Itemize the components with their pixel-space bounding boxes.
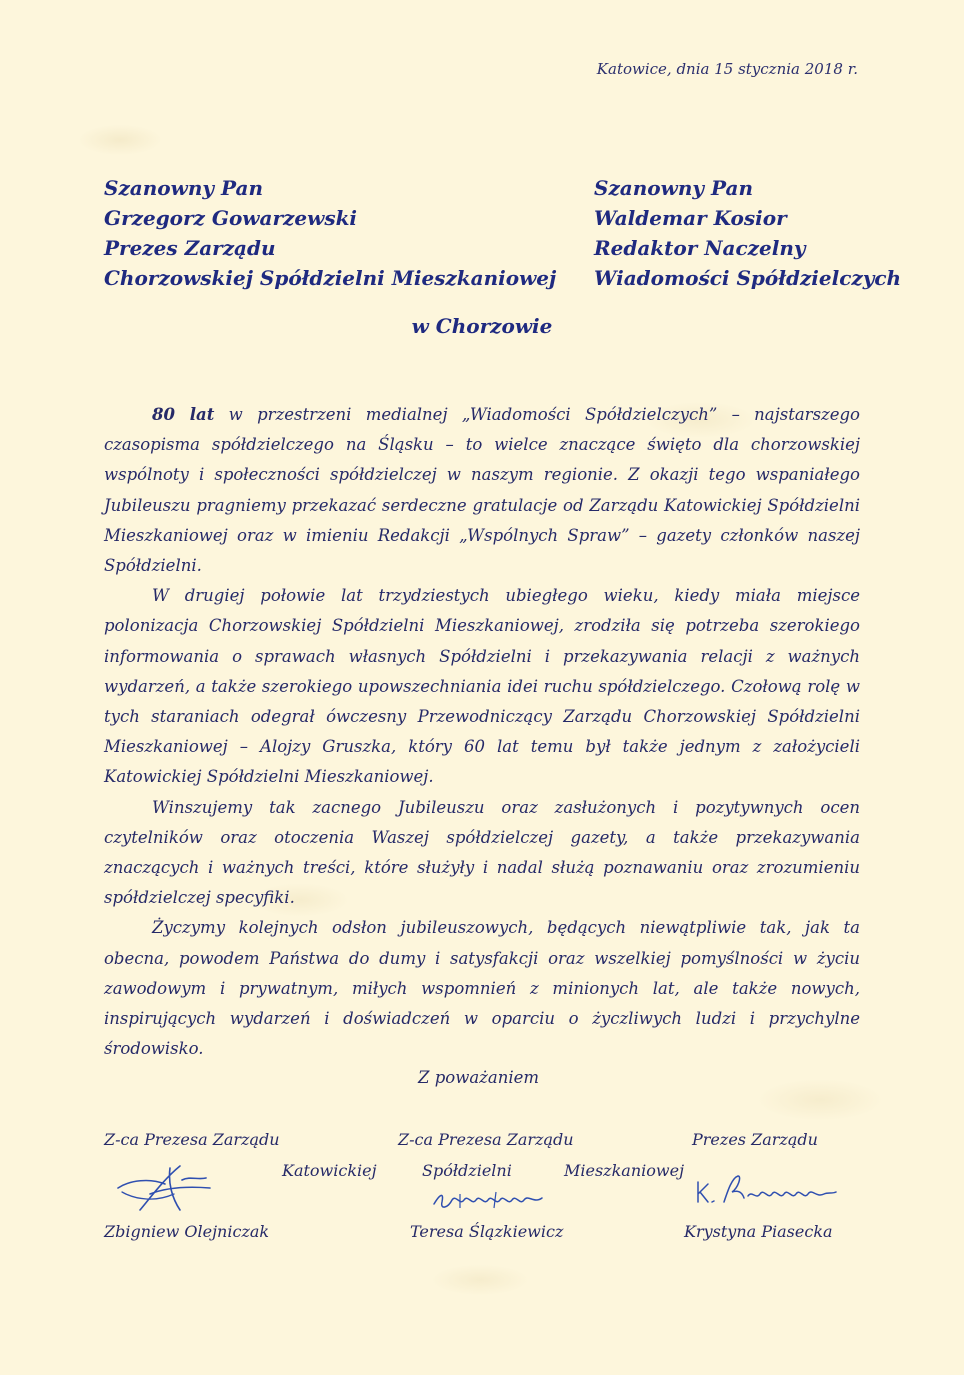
signature-olejniczak (110, 1158, 220, 1218)
recipient-left (104, 173, 556, 293)
signature-slazkiewicz (430, 1186, 550, 1216)
recipient-city: w Chorzowie (411, 314, 553, 338)
paragraph-4: Życzymy kolejnych odsłon jubileuszowych, będących niewątpliwie tak, jak ta obecna, powodem Państwa do dumy i satysfakcji oraz wszelkiej pomyślności w życiu zawodowym i prywatnym, miłych wspomnień z minionych lat, ale także nowych, inspirujących wydarzeń i doświadczeń w oparciu o życzliwych ludzi i przychylne środowisko. (104, 918, 860, 1059)
signatory-1-name: Zbigniew Olejniczak (104, 1222, 270, 1241)
recipient-right-salutation: Szanowny Pan (594, 176, 753, 200)
signatory-3-title: Prezes Zarządu (692, 1130, 818, 1149)
letter-body (104, 400, 860, 1064)
paragraph-3: Winszujemy tak zacnego Jubileuszu oraz zasłużonych i pozytywnych ocen czytelników oraz otoczenia Waszej spółdzielczej gazety, a także przekazywania znaczących i ważnych treści, które służyły i nadal służą poznawaniu oraz zrozumieniu spółdzielczej specyfiki. (104, 797, 860, 908)
recipient-right (594, 173, 901, 293)
recipient-right-position: Redaktor Naczelny (594, 236, 806, 260)
signatory-2-title: Z-ca Prezesa Zarządu (398, 1130, 574, 1149)
signatory-1-title: Z-ca Prezesa Zarządu (104, 1130, 280, 1149)
signature-piasecka (692, 1172, 842, 1212)
closing-regards: Z poważaniem (418, 1068, 540, 1087)
organization-word-2: Spółdzielni (422, 1161, 512, 1180)
paragraph-1 (104, 400, 860, 581)
signatory-2-name: Teresa Ślązkiewicz (410, 1222, 564, 1241)
recipient-left-position: Prezes Zarządu (104, 236, 276, 260)
recipient-right-organization: Wiadomości Spółdzielczych (594, 266, 902, 290)
organization-word-3: Mieszkaniowej (564, 1161, 685, 1180)
paragraph-1-lead: 80 lat (152, 405, 215, 424)
recipient-left-organization: Chorzowskiej Spółdzielni Mieszkaniowej (104, 266, 557, 290)
paragraph-1-text: w przestrzeni medialnej „Wiadomości Spółdzielczych” – najstarszego czasopisma spółdzielczego na Śląsku – to wielce znaczące święto dla chorzowskiej wspólnoty i społeczności spółdzielczej w naszym regionie. Z okazji tego wspaniałego Jubileuszu pragniemy przekazać serdeczne gratulacje od Zarządu Katowickiej Spółdzielni Mieszkaniowej oraz w imieniu Redakcji „Wspólnych Spraw” – gazety członków naszej Spółdzielni. (104, 405, 860, 576)
paragraph-2: W drugiej połowie lat trzydziestych ubiegłego wieku, kiedy miała miejsce polonizacja Chorzowskiej Spółdzielni Mieszkaniowej, zrodziła się potrzeba szerokiego informowania o sprawach własnych Spółdzielni i przekazywania relacji z ważnych wydarzeń, a także szerokiego upowszechniania idei ruchu spółdzielczego. Czołową rolę w tych staraniach odegrał ówczesny Przewodniczący Zarządu Chorzowskiej Spółdzielni Mieszkaniowej – Alojzy Gruszka, który 60 lat temu był także jednym z założycieli Katowickiej Spółdzielni Mieszkaniowej. (104, 586, 860, 787)
recipient-left-salutation: Szanowny Pan (104, 176, 263, 200)
organization-word-1: Katowickiej (282, 1161, 377, 1180)
recipient-left-name: Grzegorz Gowarzewski (104, 206, 358, 230)
letter-date: Katowice, dnia 15 stycznia 2018 r. (596, 60, 858, 78)
signatory-3-name: Krystyna Piasecka (684, 1222, 833, 1241)
recipient-right-name: Waldemar Kosior (594, 206, 787, 230)
